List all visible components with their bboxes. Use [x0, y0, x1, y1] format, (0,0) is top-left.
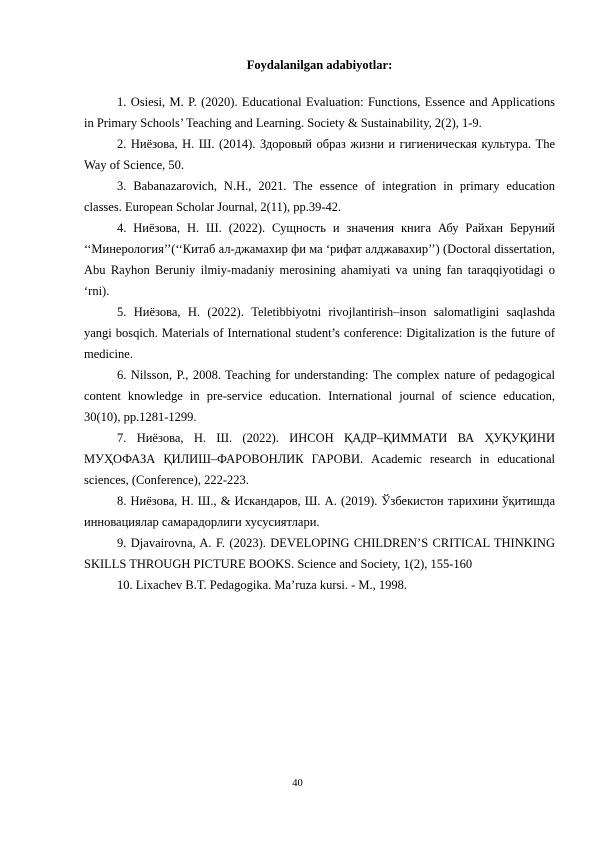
reference-item-2: 2. Ниёзова, Н. Ш. (2014). Здоровый образ жизни и гигиеническая культура. The Way of Science, 50. — [84, 137, 555, 172]
reference-item-9: 9. Djavairovna, A. F. (2023). DEVELOPING CHILDREN’S CRITICAL THINKING SKILLS THROUGH PICTURE BOOKS. Science and Society, 1(2), 155-160 — [84, 536, 555, 571]
reference-item-3: 3. Babanazarovich, N.H., 2021. The essence of integration in primary education classes. European Scholar Journal, 2(11), pp.39-42. — [84, 179, 555, 214]
reference-item-1: 1. Osiesi, M. P. (2020). Educational Evaluation: Functions, Essence and Applications in Primary Schools’ Teaching and Learning. Society & Sustainability, 2(2), 1-9. — [84, 95, 555, 130]
reference-item-8: 8. Ниёзова, Н. Ш., & Искандаров, Ш. А. (2019). Ўзбекистон тарихини ўқитишда инновациялар самарадорлиги хусусиятлари. — [84, 494, 555, 529]
reference-item-4: 4. Ниёзова, Н. Ш. (2022). Сущность и значения книга Абу Райхан Беруний ‘‘Минерология’’(‘‘Китаб ал-джамахир фи ма ‘рифат алджавахир’’) (Doctoral dissertation, Abu Rayhon Beruniy ilmiy-madaniy merosining ahamiyati va uning fan taraqqiyotidagi o ‘rni). — [84, 221, 555, 298]
reference-item-10: 10. Lixachev B.T. Pedagogika. Ma’ruza kursi. - M., 1998. — [117, 578, 407, 592]
page-number: 40 — [292, 778, 303, 789]
reference-item-5: 5. Ниёзова, Н. (2022). Teletibbiyotni rivojlantirish–inson salomatligini saqlashda yangi bosqich. Materials of International student’s conference: Digitalization is the future of medicine. — [84, 305, 555, 361]
reference-item-7: 7. Ниёзова, Н. Ш. (2022). ИНСОН ҚАДР–ҚИММАТИ ВА ҲУҚУҚИНИ МУҲОФАЗА ҚИЛИШ–ФАРОВОНЛИК ГАРОВИ. Academic research in educational sciences, (Conference), 222-223. — [84, 431, 555, 487]
references-list — [84, 92, 555, 596]
references-heading: Foydalanilgan adabiyotlar: — [246, 58, 393, 72]
reference-item-6: 6. Nilsson, P., 2008. Teaching for understanding: The complex nature of pedagogical content knowledge in pre‐service education. International journal of science education, 30(10), pp.1281-1299. — [84, 368, 555, 424]
